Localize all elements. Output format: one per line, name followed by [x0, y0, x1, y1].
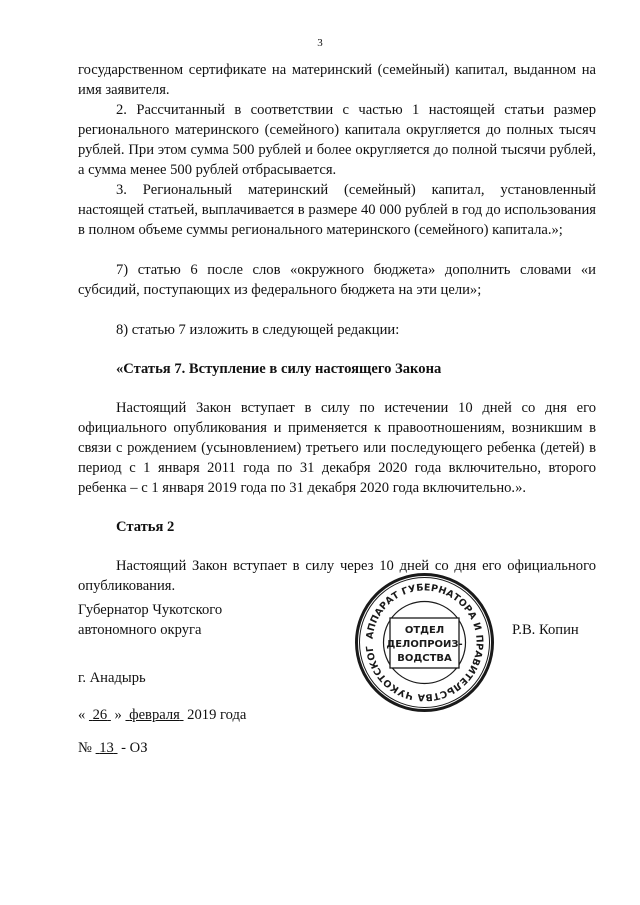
stamp-ring-text: АППАРАТ ГУБЕРНАТОРА И ПРАВИТЕЛЬСТВА ЧУКОТСКОГ — [364, 582, 485, 703]
article-7-text: Настоящий Закон вступает в силу по истечении 10 дней со дня его официального опубликования и применяется к правоотношениям, возникшим в связи с рождением (усыновлением) третьего или последующего ребенка (детей) в период с 1 января 2011 года по 31 декабря 2020 года включительно, второго ребенка – с 1 января 2019 года по 31 декабря 2020 года включительно.». — [78, 400, 596, 496]
official-stamp — [352, 570, 497, 715]
page-number: 3 — [317, 37, 323, 49]
article-2-text: Настоящий Закон вступает в силу через 10 дней со дня его официального опубликования. — [78, 558, 596, 594]
law-number-prefix: № — [78, 740, 92, 756]
paragraph-item-8: 8) статью 7 изложить в следующей редакции: — [116, 322, 400, 338]
paragraph-clause-2: 2. Рассчитанный в соответствии с частью 1 настоящей статьи размер регионального материнского (семейного) капитала округляется до полных тысяч рублей. При этом сумма 500 рублей и более округляется до полной тысячи рублей, а сумма менее 500 рублей отбрасывается. — [78, 102, 596, 178]
article-2-heading: Статья 2 — [116, 519, 175, 535]
date-day: 26 — [92, 707, 108, 723]
signatory-title — [78, 600, 238, 640]
signatory-title-line-2: автономного округа — [78, 622, 202, 638]
law-number-value: 13 — [99, 740, 114, 756]
paragraph-clause-3: 3. Региональный материнский (семейный) капитал, установленный настоящей статьей, выплачивается в размере 40 000 рублей в год до использования в полном объеме суммы регионального материнского (семейного) капитала.»; — [78, 182, 596, 238]
date-year: 2019 года — [187, 707, 247, 723]
signatory-title-line-1: Губернатор Чукотского — [78, 602, 223, 618]
signing-date — [78, 705, 246, 725]
date-open-quote: « — [78, 707, 86, 723]
stamp-seal-icon — [352, 570, 497, 715]
law-number-suffix: - ОЗ — [121, 740, 148, 756]
stamp-line-2: ДЕЛОПРОИЗ- — [386, 639, 463, 650]
stamp-line-1: ОТДЕЛ — [404, 625, 445, 636]
signatory-name: Р.В. Копин — [512, 622, 579, 638]
date-month: февраля — [129, 707, 180, 723]
place-of-signing: г. Анадырь — [78, 670, 146, 686]
document-body — [78, 60, 596, 596]
paragraph-item-7: 7) статью 6 после слов «окружного бюджета» дополнить словами «и субсидий, поступающих из федерального бюджета на эти цели»; — [78, 262, 596, 298]
stamp-line-3: ВОДСТВА — [397, 653, 452, 664]
paragraph-continuation: государственном сертификате на материнский (семейный) капитал, выданном на имя заявителя. — [78, 62, 596, 98]
article-7-heading: «Статья 7. Вступление в силу настоящего Закона — [116, 361, 442, 377]
date-close-quote: » — [114, 707, 122, 723]
law-number — [78, 738, 148, 758]
